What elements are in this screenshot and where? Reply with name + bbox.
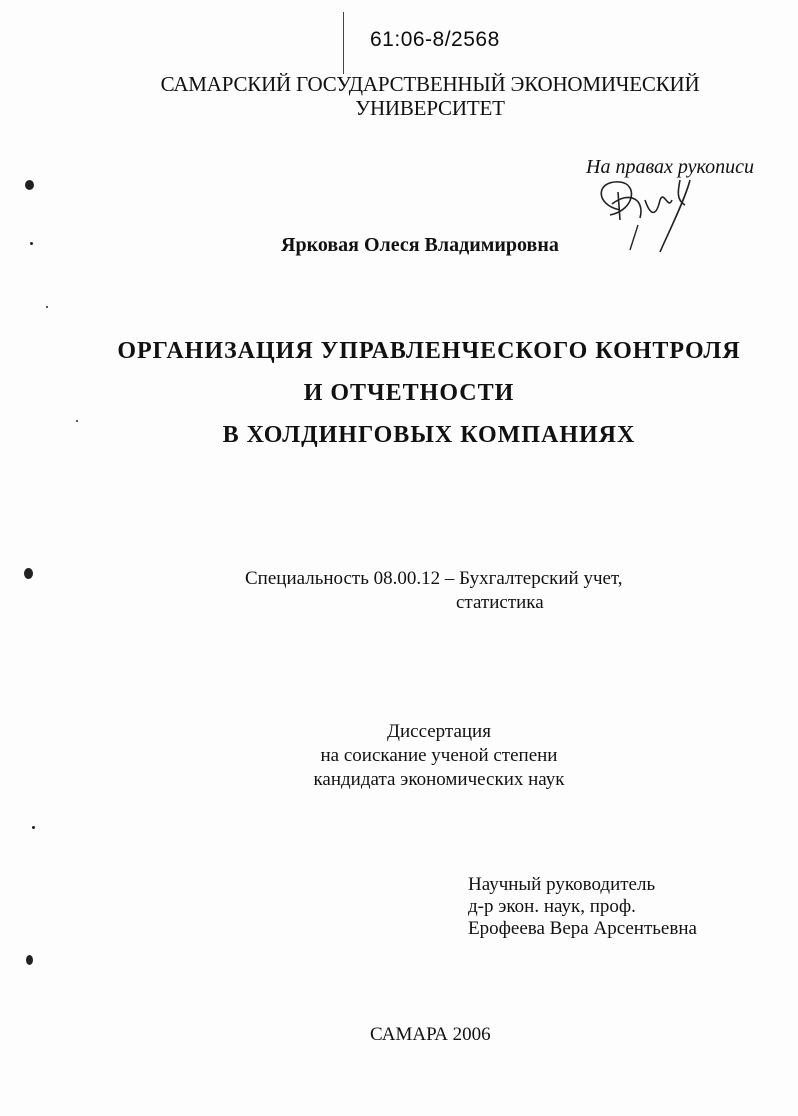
- scan-dot: [46, 306, 48, 308]
- dissertation-title: [30, 330, 798, 456]
- advisor-line-2: д-р экон. наук, проф.: [468, 896, 636, 917]
- scan-dot: [26, 955, 33, 965]
- stamp-line: [343, 12, 344, 74]
- thesis-description: [40, 720, 798, 792]
- title-line-3: В ХОЛДИНГОВЫХ КОМПАНИЯХ: [222, 422, 636, 448]
- scan-dot: [30, 242, 33, 245]
- advisor-block: [468, 874, 697, 940]
- scan-dot: [25, 180, 34, 190]
- title-line-2: И ОТЧЕТНОСТИ: [303, 380, 515, 406]
- thesis-line-1: Диссертация: [387, 721, 491, 742]
- author-name: Ярковая Олеся Владимировна: [281, 234, 559, 256]
- advisor-line-1: Научный руководитель: [468, 874, 656, 895]
- city-year: САМАРА 2006: [370, 1024, 491, 1045]
- scan-dot: [24, 568, 33, 579]
- scan-dot: [32, 826, 35, 829]
- rights-note: На правах рукописи: [586, 156, 754, 178]
- university-line-1: САМАРСКИЙ ГОСУДАРСТВЕННЫЙ ЭКОНОМИЧЕСКИЙ: [160, 72, 700, 96]
- thesis-line-3: кандидата экономических наук: [313, 769, 565, 790]
- title-line-1: ОРГАНИЗАЦИЯ УПРАВЛЕНЧЕСКОГО КОНТРОЛЯ: [117, 338, 741, 364]
- signature: [590, 170, 710, 260]
- university-line-2: УНИВЕРСИТЕТ: [355, 96, 505, 120]
- specialty-line-2: статистика: [456, 592, 544, 613]
- thesis-line-2: на соискание ученой степени: [320, 745, 558, 766]
- university-name: [40, 72, 798, 120]
- registry-number: 61:06-8/2568: [370, 28, 500, 51]
- specialty-line-1: Специальность 08.00.12 – Бухгалтерский учет,: [245, 568, 623, 589]
- advisor-line-3: Ерофеева Вера Арсентьевна: [468, 918, 697, 939]
